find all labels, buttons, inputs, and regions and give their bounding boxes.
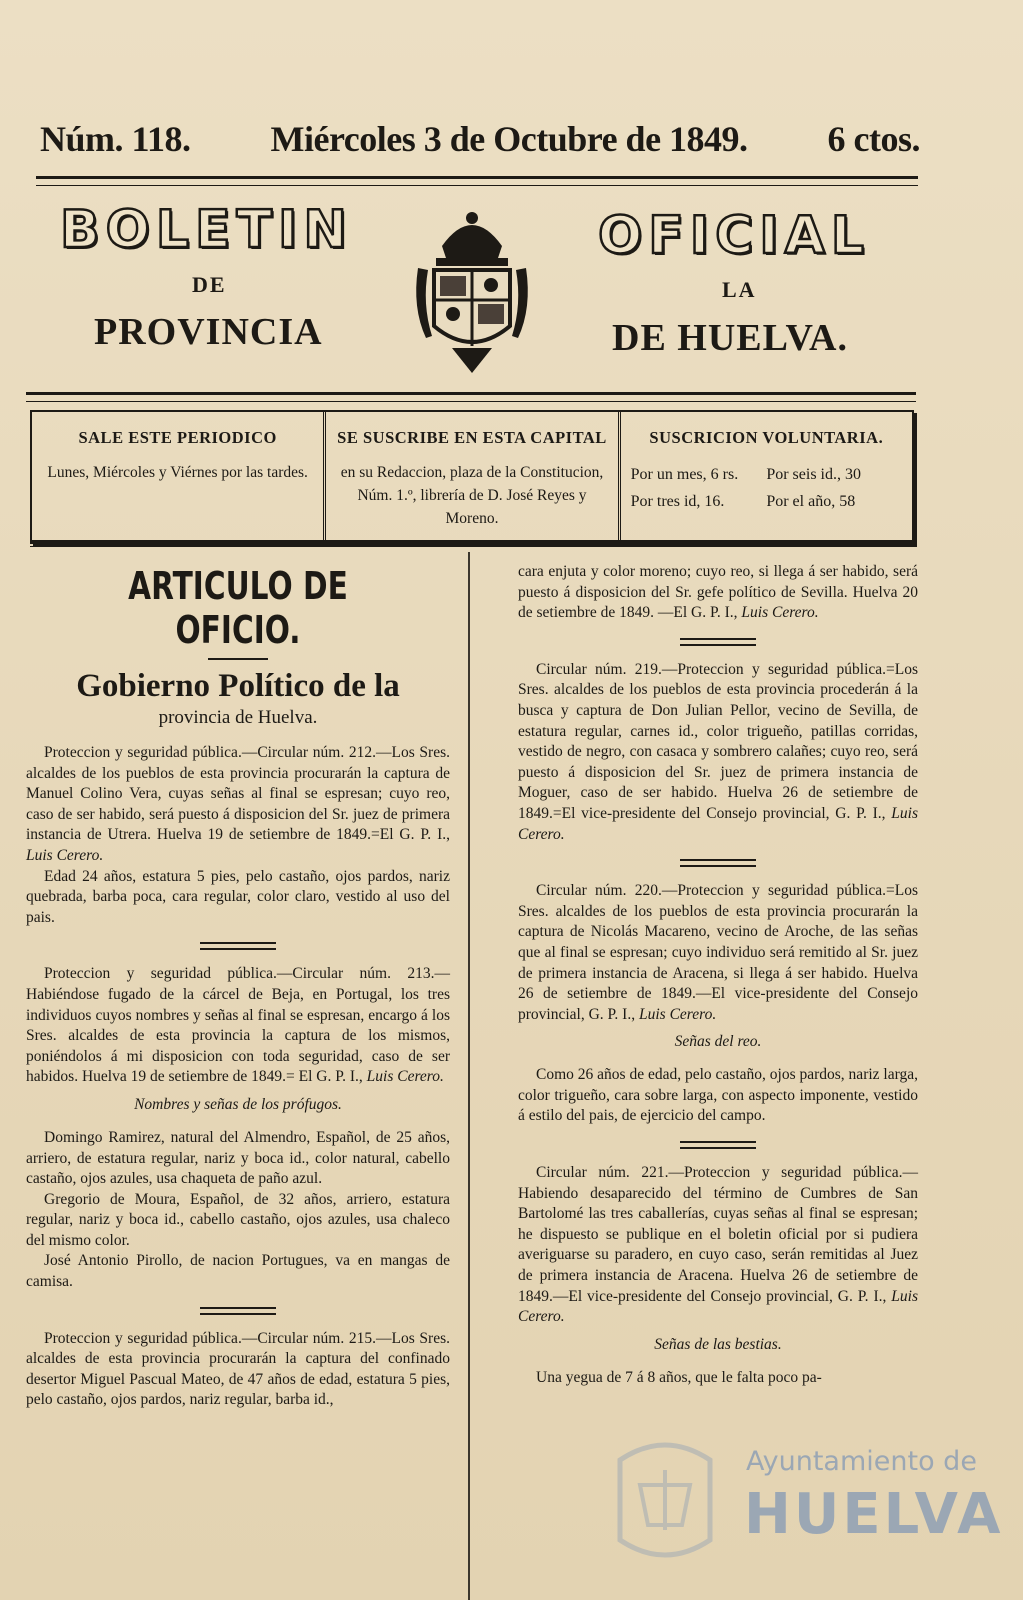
signature: Luis Cerero.	[741, 604, 819, 622]
schedule-heading: SALE ESTE PERIODICO	[78, 428, 277, 447]
title-provincia: PROVINCIA	[94, 311, 323, 353]
separator	[680, 859, 756, 867]
circular-221: Circular núm. 221.—Proteccion y seguridad pública.—Habiendo desaparecido del término de Cumbres de San Bartolomé las tres caballerías, cuyas señas al final se espresan; he dispuesto se publique en el boletin oficial por si pudiera averiguarse su paradero, en cuyo caso, serán remitidas al Juez de primera instancia de Aracena. Huelva 26 de setiembre de 1849.—El vice-presidente del Consejo provincial, G. P. I., Luis Cerero.	[518, 1164, 918, 1326]
animals-heading: Señas de las bestias.	[654, 1335, 782, 1353]
description-212: Edad 24 años, estatura 5 pies, pelo castaño, ojos pardos, nariz quebrada, barba poca, cara regular, color claro, vestido al uso del pais.	[26, 867, 450, 926]
box-rule	[30, 540, 914, 547]
animal-description: Una yegua de 7 á 8 años, que le falta poco pa-	[536, 1368, 822, 1386]
right-column	[518, 562, 918, 1388]
place-heading: SE SUSCRIBE EN ESTA CAPITAL	[337, 428, 607, 447]
rate-six: Por seis id., 30	[766, 465, 861, 483]
column-divider	[468, 552, 470, 1600]
subscription-rates	[618, 412, 912, 542]
rate-month: Por un mes, 6 rs.	[630, 465, 739, 483]
rates-heading: SUSCRICION VOLUNTARIA.	[649, 428, 884, 447]
issue-date: Miércoles 3 de Octubre de 1849.	[270, 119, 748, 159]
convict-description: Como 26 años de edad, pelo castaño, ojos pardos, nariz larga, color trigueño, cara sobre larga, con aspecto imponente, vestido á estilo del pais, de ejercicio del campo.	[518, 1066, 918, 1125]
issue-price: 6 ctos.	[827, 119, 920, 159]
signature: Luis Cerero.	[518, 1287, 918, 1326]
convict-heading: Señas del reo.	[674, 1033, 762, 1051]
title-huelva: DE HUELVA.	[612, 317, 848, 359]
left-column	[26, 560, 450, 1411]
schedule-text: Lunes, Miércoles y Viérnes por las tardes.	[47, 463, 308, 481]
subscription-box	[30, 410, 914, 544]
circular-220: Circular núm. 220.—Proteccion y seguridad pública.=Los Sres. alcaldes de los pueblos de esta provincia procurarán la captura de Nicolás Macareno, vecino de Aroche, de las señas que al final se espresan; cuyo individuo será remitido al Sr. juez de primera instancia de Aracena, si llega á ser habido. Huelva 26 de setiembre de 1849.—El vice-presidente del Consejo provincial, G. P. I., Luis Cerero.	[518, 882, 918, 1023]
publication-schedule	[32, 412, 323, 542]
separator	[200, 942, 276, 950]
issue-number: Núm. 118.	[40, 119, 191, 159]
circular-212: Proteccion y seguridad pública.—Circular núm. 212.—Los Sres. alcaldes de los pueblos de esta provincia procurarán la captura de Manuel Colino Vera, cuyas señas al final se espresan; cuyo reo, caso de ser habido, será puesto á disposicion del Sr. juez de primera instancia de Utrera. Huelva 19 de setiembre de 1849.=El G. P. I., Luis Cerero.	[26, 744, 450, 864]
masthead-rule	[36, 176, 918, 186]
circular-213: Proteccion y seguridad pública.—Circular núm. 213.—Habiéndose fugado de la cárcel de Beja, en Portugal, los tres individuos cuyos nombres y señas al final se espresan, encargo á los Sres. alcaldes de esta provincia la captura de los mismos, poniéndolos á mi disposicion con toda seguridad, caso de ser habidos. Huelva 19 de setiembre de 1849.= El G. P. I., Luis Cerero.	[26, 965, 450, 1086]
signature: Luis Cerero.	[518, 804, 918, 843]
circular-219: Circular núm. 219.—Proteccion y seguridad pública.=Los Sres. alcaldes de los pueblos de esta provincia procederán á la busca y captura de Don Julian Pellor, vecino de Sevilla, de estatura regular, carnes id., color trigueño, patillas corridas, vestido de negro, con casaca y sombrero calañes; cuyo reo, será puesto á disposicion del Sr. juez de primera instancia de Moguer, caso de ser habido. Huelva 26 de setiembre de 1849.=El vice-presidente del Consejo provincial, G. P. I., Luis Cerero.	[518, 660, 918, 843]
rate-year: Por el año, 58	[766, 492, 856, 510]
rates-grid	[631, 461, 902, 515]
separator	[680, 638, 756, 646]
ornament-rule	[208, 658, 268, 662]
title-boletin: BOLETIN	[60, 200, 353, 260]
signature: Luis Cerero.	[638, 1005, 717, 1023]
coat-of-arms-icon	[412, 208, 532, 373]
place-text: en su Redaccion, plaza de la Constitucion, Núm. 1.º, librería de D. José Reyes y Moreno.	[340, 463, 604, 528]
circular-215-cont: cara enjuta y color moreno; cuyo reo, si llega á ser habido, será puesto á disposicion del Sr. gefe político de Sevilla. Huelva 20 de setiembre de 1849. —El G. P. I., Luis Cerero.	[518, 563, 918, 622]
separator	[680, 1141, 756, 1149]
watermark-line2: HUELVA	[744, 1482, 1004, 1547]
fugitive-pirollo: José Antonio Pirollo, de nacion Portugues, va en mangas de camisa.	[26, 1252, 450, 1291]
title-de: DE	[192, 272, 227, 297]
article-title: ARTICULO DE OFICIO.	[128, 564, 348, 652]
government-subtitle: provincia de Huelva.	[158, 707, 318, 728]
fugitive-moura: Gregorio de Moura, Español, de 32 años, arriero, estatura regular, nariz y boca id., cabello castaño, ojos azules, usa chaleco del mismo color.	[26, 1190, 450, 1249]
subscription-place	[323, 412, 617, 542]
title-la: LA	[722, 277, 757, 302]
separator	[200, 1307, 276, 1315]
title-rule	[26, 392, 916, 402]
watermark-line1: Ayuntamiento de	[746, 1446, 977, 1477]
fugitives-heading: Nombres y señas de los prófugos.	[134, 1095, 342, 1113]
rate-three: Por tres id, 16.	[630, 492, 725, 510]
circular-215: Proteccion y seguridad pública.—Circular núm. 215.—Los Sres. alcaldes de esta provincia procurarán la captura del confinado desertor Miguel Pascual Mateo, de 47 años de edad, estatura 5 pies, pelo castaño, ojos pardos, nariz regular, barba id.,	[26, 1329, 450, 1409]
government-title: Gobierno Político de la	[76, 668, 400, 704]
signature: Luis Cerero.	[26, 846, 104, 864]
masthead	[40, 118, 920, 160]
signature: Luis Cerero.	[366, 1068, 444, 1086]
fugitive-ramirez: Domingo Ramirez, natural del Almendro, Español, de 25 años, arriero, de estatura regular, nariz y boca id., color natural, cabello castaño, ojos azules, usa chaqueta de paño azul.	[26, 1128, 450, 1188]
title-oficial: OFICIAL	[598, 206, 870, 266]
